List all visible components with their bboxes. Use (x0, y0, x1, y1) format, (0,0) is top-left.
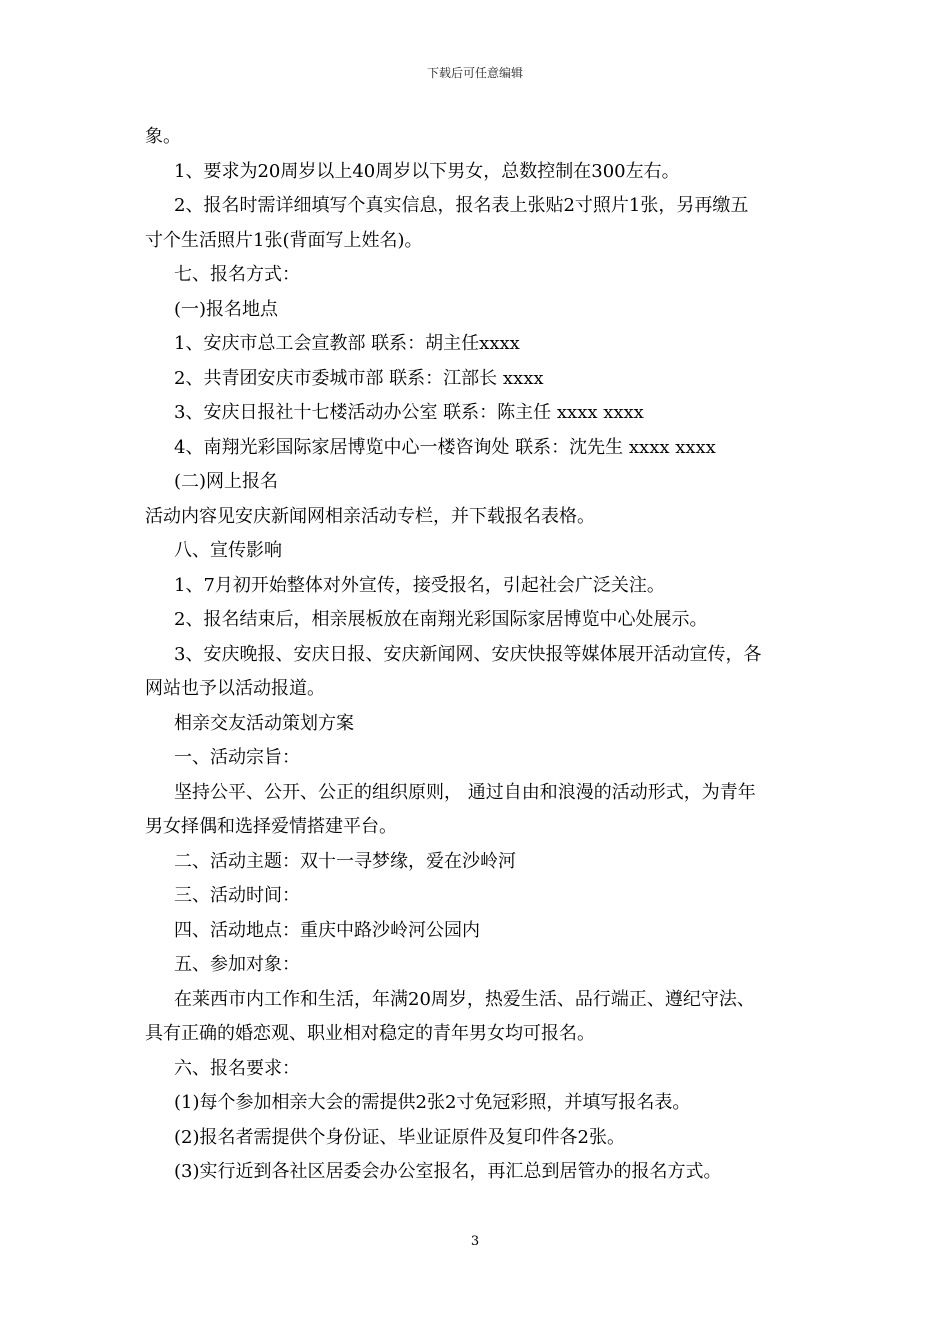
paragraph-line: 象。 (145, 126, 181, 147)
list-item: 2、共青团安庆市委城市部 联系：江部长 xxxx (174, 367, 544, 389)
section-heading: 五、参加对象： (174, 954, 300, 975)
list-item: 3、安庆日报社十七楼活动办公室 联系：陈主任 xxxx xxxx (174, 402, 644, 423)
subsection-heading: (二)网上报名 (174, 471, 279, 492)
paragraph-line: 坚持公平、公开、公正的组织原则， 通过自由和浪漫的活动形式，为青年 (174, 781, 756, 803)
section-heading: 二、活动主题：双十一寻梦缘，爱在沙岭河 (174, 850, 516, 872)
section-heading: 七、报名方式： (174, 264, 300, 285)
page-number: 3 (470, 1234, 480, 1249)
paragraph-line: 男女择偶和选择爱情搭建平台。 (145, 816, 397, 837)
paragraph-line: 活动内容见安庆新闻网相亲活动专栏，并下载报名表格。 (145, 505, 595, 527)
list-item: (1)每个参加相亲大会的需提供2张2寸免冠彩照，并填写报名表。 (174, 1092, 691, 1113)
paragraph-line: 1、要求为20周岁以上40周岁以下男女，总数控制在300左右。 (174, 160, 680, 182)
section-heading: 八、宣传影响 (174, 540, 282, 561)
paragraph-line: 网站也予以活动报道。 (145, 678, 325, 699)
document-body (145, 120, 810, 1190)
list-item: 4、南翔光彩国际家居博览中心一楼咨询处 联系：沈先生 xxxx xxxx (174, 436, 716, 458)
list-item: 1、安庆市总工会宣教部 联系：胡主任xxxx (174, 333, 520, 354)
paragraph-line: 2、报名时需详细填写个真实信息，报名表上张贴2寸照片1张，另再缴五 (174, 195, 749, 216)
subsection-heading: (一)报名地点 (174, 298, 279, 320)
list-item: 2、报名结束后，相亲展板放在南翔光彩国际家居博览中心处展示。 (174, 609, 708, 630)
paragraph-line: 在莱西市内工作和生活，年满20周岁，热爱生活、品行端正、遵纪守法、 (174, 988, 755, 1010)
paragraph-line: 具有正确的婚恋观、职业相对稳定的青年男女均可报名。 (145, 1023, 595, 1044)
list-item: 3、安庆晚报、安庆日报、安庆新闻网、安庆快报等媒体展开活动宣传，各 (174, 643, 762, 665)
section-heading: 四、活动地点：重庆中路沙岭河公园内 (174, 919, 480, 941)
section-heading: 一、活动宗旨： (174, 747, 300, 768)
section-heading: 六、报名要求： (174, 1057, 300, 1079)
paragraph-line: 寸个生活照片1张(背面写上姓名)。 (145, 229, 423, 251)
list-item: 1、7月初开始整体对外宣传，接受报名，引起社会广泛关注。 (174, 574, 665, 596)
list-item: (3)实行近到各社区居委会办公室报名，再汇总到居管办的报名方式。 (174, 1161, 722, 1182)
list-item: (2)报名者需提供个身份证、毕业证原件及复印件各2张。 (174, 1126, 625, 1148)
page-header: 下载后可任意编辑 (426, 66, 523, 80)
document-title: 相亲交友活动策划方案 (174, 712, 354, 734)
section-heading: 三、活动时间： (174, 885, 300, 906)
